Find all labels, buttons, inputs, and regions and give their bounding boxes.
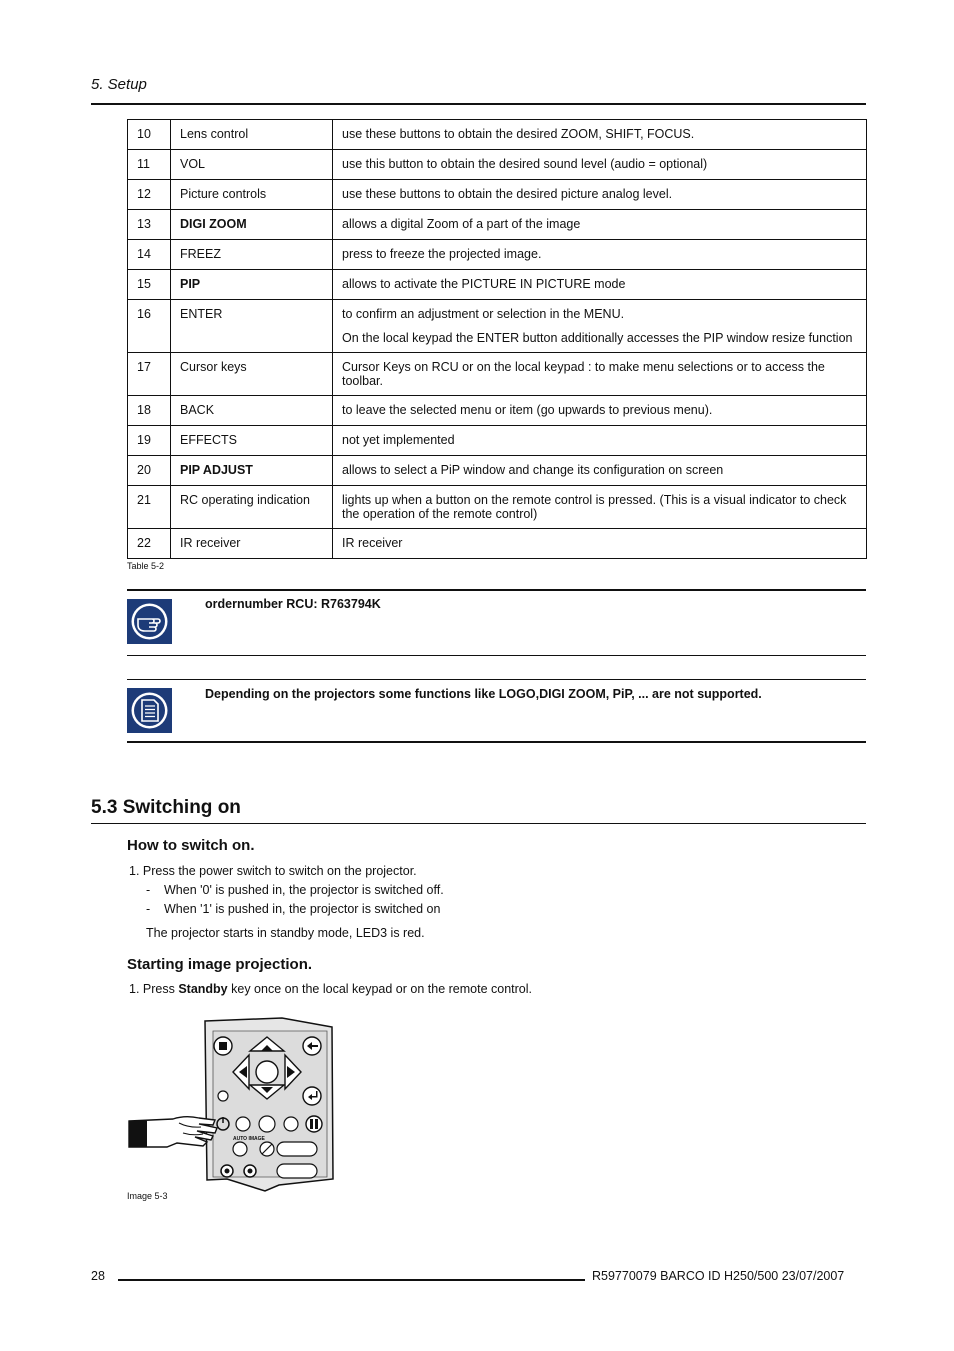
row-function-name: Cursor keys xyxy=(171,353,333,396)
row-description xyxy=(333,300,867,353)
row-number: 13 xyxy=(128,210,171,240)
row-number: 15 xyxy=(128,270,171,300)
row-description xyxy=(333,180,867,210)
row-description xyxy=(333,120,867,150)
row-description xyxy=(333,270,867,300)
row-function-name: ENTER xyxy=(171,300,333,353)
running-header: 5. Setup xyxy=(91,76,147,93)
description-line: use these buttons to obtain the desired picture analog level. xyxy=(342,187,673,201)
table-row xyxy=(128,353,867,396)
table-row xyxy=(128,210,867,240)
row-function-name: VOL xyxy=(171,150,333,180)
description-line: allows to activate the PICTURE IN PICTURE mode xyxy=(342,277,626,291)
table-row xyxy=(128,486,867,529)
row-description xyxy=(333,396,867,426)
note-support-text: Depending on the projectors some functions like LOGO,DIGI ZOOM, PiP, ... are not supported. xyxy=(205,687,762,701)
image-caption: Image 5-3 xyxy=(127,1191,168,1201)
row-function-name: BACK xyxy=(171,396,333,426)
table-row xyxy=(128,240,867,270)
keypad-auto-image-label: AUTO IMAGE xyxy=(233,1136,265,1142)
bullet-dash: - xyxy=(146,902,151,916)
bullet-dash: - xyxy=(146,883,151,897)
row-number: 11 xyxy=(128,150,171,180)
description-line: use these buttons to obtain the desired ZOOM, SHIFT, FOCUS. xyxy=(342,127,695,141)
footer-rule xyxy=(118,1279,585,1281)
table-row xyxy=(128,426,867,456)
switch-step-1: 1. Press the power switch to switch on the projector. xyxy=(129,864,417,878)
row-description xyxy=(333,456,867,486)
description-line: to leave the selected menu or item (go upwards to previous menu). xyxy=(342,403,713,417)
table-row xyxy=(128,300,867,353)
page-number: 28 xyxy=(91,1269,105,1283)
row-number: 17 xyxy=(128,353,171,396)
keypad-illustration xyxy=(127,1015,337,1193)
row-description xyxy=(333,210,867,240)
row-number: 12 xyxy=(128,180,171,210)
note-bottom-rule xyxy=(127,741,866,743)
note-ordernumber-text: ordernumber RCU: R763794K xyxy=(205,597,381,611)
projection-step-text: key once on the local keypad or on the remote control. xyxy=(227,982,532,996)
row-description xyxy=(333,150,867,180)
row-function-name: DIGI ZOOM xyxy=(171,210,333,240)
row-number: 14 xyxy=(128,240,171,270)
projection-heading: Starting image projection. xyxy=(127,956,313,973)
table-row xyxy=(128,180,867,210)
standby-note: The projector starts in standby mode, LED3 is red. xyxy=(146,926,425,940)
table-row xyxy=(128,456,867,486)
description-line: lights up when a button on the remote control is pressed. (This is a visual indicator to check the operation of the remote control) xyxy=(342,493,847,521)
switch-on-heading: How to switch on. xyxy=(127,837,255,854)
standby-key-label: Standby xyxy=(178,982,228,996)
row-description xyxy=(333,529,867,559)
section-title: 5.3 Switching on xyxy=(91,797,241,818)
switch-bullet-off: When '0' is pushed in, the projector is switched off. xyxy=(164,883,444,897)
row-description xyxy=(333,426,867,456)
description-line: On the local keypad the ENTER button additionally accesses the PIP window resize function xyxy=(342,331,853,345)
description-line: allows a digital Zoom of a part of the image xyxy=(342,217,581,231)
description-line: IR receiver xyxy=(342,536,403,550)
row-function-name: FREEZ xyxy=(171,240,333,270)
description-line: to confirm an adjustment or selection in the MENU. xyxy=(342,307,625,321)
header-rule xyxy=(91,103,866,105)
note-top-rule xyxy=(127,679,866,680)
row-number: 10 xyxy=(128,120,171,150)
table-row xyxy=(128,529,867,559)
projection-step-text: 1. Press xyxy=(129,982,179,996)
section-rule xyxy=(91,823,866,824)
table-caption: Table 5-2 xyxy=(127,561,165,571)
table-row xyxy=(128,150,867,180)
row-function-name: PIP xyxy=(171,270,333,300)
row-number: 22 xyxy=(128,529,171,559)
row-function-name: PIP ADJUST xyxy=(171,456,333,486)
row-description xyxy=(333,240,867,270)
row-number: 20 xyxy=(128,456,171,486)
description-line: Cursor Keys on RCU or on the local keypad : to make menu selections or to access the toolbar. xyxy=(342,360,825,388)
pointing-hand-icon xyxy=(127,599,172,644)
row-number: 16 xyxy=(128,300,171,353)
row-description xyxy=(333,486,867,529)
switch-bullet-on: When '1' is pushed in, the projector is switched on xyxy=(164,902,441,916)
description-line: use this button to obtain the desired sound level (audio = optional) xyxy=(342,157,708,171)
document-icon xyxy=(127,688,172,733)
row-number: 18 xyxy=(128,396,171,426)
note-bottom-rule xyxy=(127,655,866,656)
function-table xyxy=(127,119,867,559)
table-row xyxy=(128,396,867,426)
row-function-name: Lens control xyxy=(171,120,333,150)
projection-step-1 xyxy=(129,982,532,996)
row-function-name: EFFECTS xyxy=(171,426,333,456)
row-function-name: Picture controls xyxy=(171,180,333,210)
row-function-name: RC operating indication xyxy=(171,486,333,529)
row-function-name: IR receiver xyxy=(171,529,333,559)
table-row xyxy=(128,270,867,300)
row-number: 21 xyxy=(128,486,171,529)
row-number: 19 xyxy=(128,426,171,456)
note-top-rule xyxy=(127,589,866,591)
description-line: press to freeze the projected image. xyxy=(342,247,542,261)
table-row xyxy=(128,120,867,150)
description-line: not yet implemented xyxy=(342,433,455,447)
row-description xyxy=(333,353,867,396)
document-reference: R59770079 BARCO ID H250/500 23/07/2007 xyxy=(592,1269,845,1283)
description-line: allows to select a PiP window and change its configuration on screen xyxy=(342,463,724,477)
